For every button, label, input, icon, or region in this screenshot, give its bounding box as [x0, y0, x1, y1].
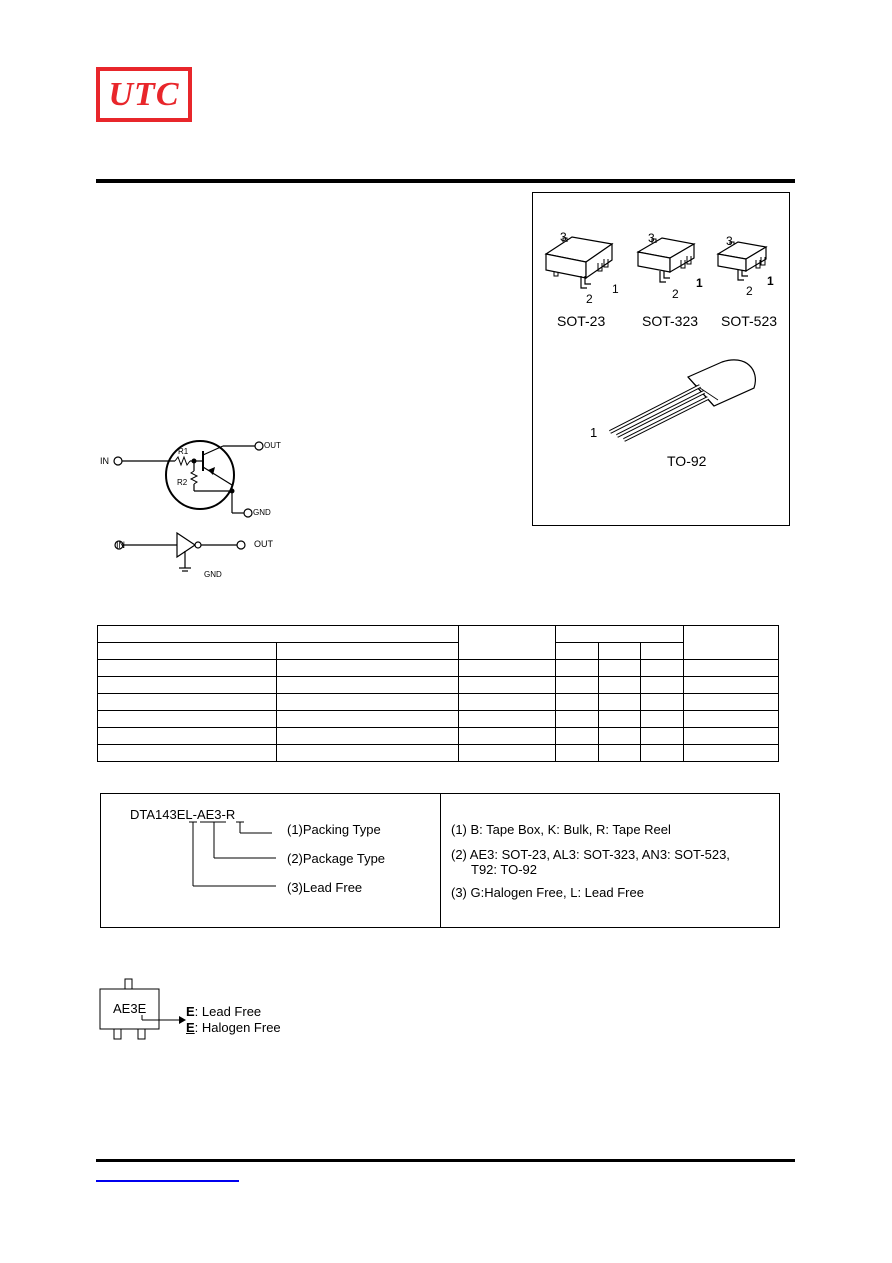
table-cell: [556, 711, 599, 728]
table-cell: [556, 728, 599, 745]
table-cell: [98, 728, 277, 745]
logic-out-label: OUT: [254, 539, 273, 549]
logic-in-label: IN: [116, 540, 125, 550]
marking-lead-free-text: : Lead Free: [194, 1004, 262, 1019]
table-cell: [599, 677, 641, 694]
table-row: [98, 677, 779, 694]
table-cell: [459, 745, 556, 762]
table-cell: [98, 694, 277, 711]
table-cell: [459, 660, 556, 677]
sot323-pin3-label: 3: [648, 231, 655, 245]
table-row: [98, 660, 779, 677]
sot323-drawing: [638, 238, 694, 282]
table-cell: [277, 643, 459, 660]
table-cell: [98, 745, 277, 762]
table-row: [98, 643, 779, 660]
table-row: [98, 694, 779, 711]
sot523-label: SOT-523: [721, 313, 778, 329]
table-cell: [599, 728, 641, 745]
table-cell: [98, 643, 277, 660]
note-package-line1: (2) AE3: SOT-23, AL3: SOT-323, AN3: SOT-523,: [451, 847, 730, 862]
schematic-r1-label: R1: [178, 447, 189, 456]
table-cell: [277, 660, 459, 677]
table-cell: [641, 660, 684, 677]
table-cell: [98, 660, 277, 677]
schematic-gnd-label: GND: [253, 508, 271, 517]
part-number-key-divider: [440, 793, 441, 928]
to92-pin1-label: 1: [590, 425, 598, 440]
table-cell: [599, 711, 641, 728]
table-cell: [556, 660, 599, 677]
table-cell: [556, 626, 684, 643]
note-package-line2: T92: TO-92: [471, 862, 537, 877]
table-cell: [277, 728, 459, 745]
table-cell: [684, 745, 779, 762]
table-row: [98, 728, 779, 745]
table-cell: [98, 677, 277, 694]
table-cell: [641, 677, 684, 694]
part-number-callout-lines: [100, 793, 440, 928]
to92-label: TO-92: [667, 453, 707, 469]
sot523-pin2-label: 2: [746, 284, 753, 298]
marking-halogen-free-legend: [186, 1020, 281, 1035]
table-cell: [641, 728, 684, 745]
table-cell: [459, 677, 556, 694]
schematic-in-label: IN: [100, 456, 109, 466]
table-cell: [556, 643, 599, 660]
table-cell: [641, 694, 684, 711]
part-number-example: DTA143EL-AE3-R: [130, 807, 236, 822]
callout-packing-type: (1)Packing Type: [287, 822, 381, 837]
ordering-table: [97, 625, 779, 762]
table-cell: [556, 694, 599, 711]
header-rule: [96, 179, 795, 183]
table-row: [98, 711, 779, 728]
footer-website-link[interactable]: [96, 1176, 239, 1182]
marking-halogen-free-text: : Halogen Free: [194, 1020, 281, 1035]
sot23-label: SOT-23: [557, 313, 606, 329]
marking-e-underlined-letter: E: [186, 1020, 195, 1035]
table-cell: [459, 694, 556, 711]
sot23-pin2-label: 2: [586, 292, 593, 306]
table-cell: [684, 711, 779, 728]
table-cell: [599, 694, 641, 711]
schematic-r2-label: R2: [177, 478, 188, 487]
table-cell: [459, 728, 556, 745]
utc-logo: [96, 67, 192, 122]
logo-text: UTC: [108, 75, 180, 113]
table-cell: [684, 728, 779, 745]
table-cell: [459, 711, 556, 728]
sot323-pin1-label: 1: [696, 276, 703, 290]
to92-drawing: [610, 360, 755, 440]
table-cell: [599, 745, 641, 762]
table-cell: [459, 626, 556, 660]
sot523-pin3-label: 3: [726, 234, 733, 248]
schematic-out-label: OUT: [264, 441, 281, 450]
table-cell: [641, 711, 684, 728]
marking-e-letter: E: [186, 1004, 195, 1019]
package-drawings: [532, 192, 790, 526]
note-packing: (1) B: Tape Box, K: Bulk, R: Tape Reel: [451, 822, 671, 837]
marking-code: AE3E: [113, 1001, 147, 1016]
callout-lead-free: (3)Lead Free: [287, 880, 363, 895]
table-cell: [641, 745, 684, 762]
table-cell: [98, 711, 277, 728]
sot323-pin2-label: 2: [672, 287, 679, 301]
table-cell: [684, 660, 779, 677]
table-cell: [277, 677, 459, 694]
table-cell: [556, 745, 599, 762]
table-cell: [599, 643, 641, 660]
footer-rule: [96, 1159, 795, 1162]
sot523-pin1-label: 1: [767, 274, 774, 288]
sot23-drawing: [546, 237, 612, 288]
sot323-label: SOT-323: [642, 313, 699, 329]
table-row: [98, 745, 779, 762]
table-cell: [277, 694, 459, 711]
callout-package-type: (2)Package Type: [287, 851, 386, 866]
logic-gnd-label: GND: [204, 570, 222, 579]
table-row: [98, 626, 779, 643]
table-cell: [556, 677, 599, 694]
table-cell: [98, 626, 459, 643]
table-cell: [277, 711, 459, 728]
logo-frame: [100, 71, 188, 118]
note-lead-free: (3) G:Halogen Free, L: Lead Free: [451, 885, 644, 900]
sot23-pin1-label: 1: [612, 282, 619, 296]
table-cell: [684, 677, 779, 694]
table-cell: [277, 745, 459, 762]
table-cell: [641, 643, 684, 660]
table-cell: [684, 626, 779, 660]
sot23-pin3-label: 3: [560, 230, 567, 244]
table-cell: [599, 660, 641, 677]
marking-lead-free-legend: [186, 1004, 261, 1019]
table-cell: [684, 694, 779, 711]
